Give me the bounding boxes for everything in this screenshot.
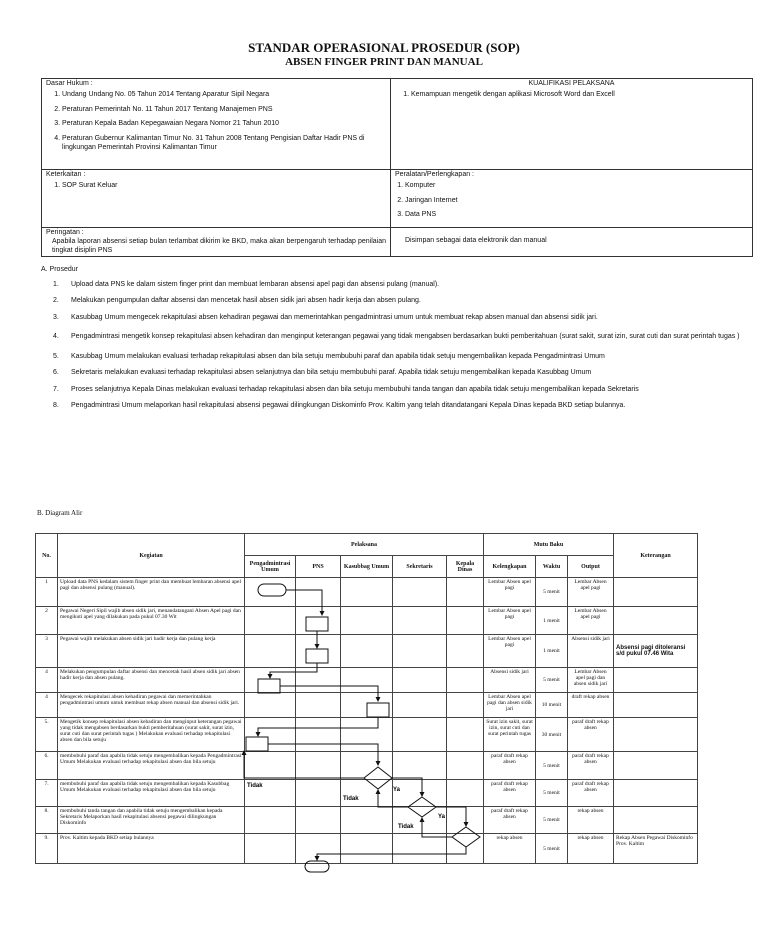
cell-pelaksana-cell	[296, 834, 341, 864]
list-item: 2. Peraturan Pemerintah No. 11 Tahun 2017 Tentang Manajemen PNS	[62, 106, 386, 115]
cell-pelaksana-cell	[245, 807, 296, 834]
cell-kegiatan: Prov. Kaltim kepada BKD setiap bulannya	[58, 834, 245, 864]
cell-keterangan	[614, 780, 698, 807]
cell-pelaksana-cell	[393, 780, 447, 807]
table-row	[36, 807, 698, 834]
cell-kelengkapan: rekap absen	[484, 834, 536, 864]
cell-kelengkapan: paraf draft rekap absen	[484, 780, 536, 807]
cell-no: 1	[36, 578, 58, 607]
header-kelengkapan: Kelengkapan	[484, 556, 536, 578]
prosedur-list	[53, 281, 753, 418]
cell-kegiatan: Pegawai wajib melakukan absen sidik jari hadir kerja dan pulang kerja	[58, 635, 245, 668]
cell-pelaksana-cell	[245, 607, 296, 635]
list-item: 5. Kasubbag Umum melakukan evaluasi terhadap rekapitulasi absen dan bila setuju membubuhi paraf dan apabila tidak setuju mengembalikan kepada Pengadmintrasi Umum	[53, 352, 605, 360]
cell-no: 2	[36, 607, 58, 635]
table-row	[36, 693, 698, 718]
dasar-hukum-label: Dasar Hukum :	[46, 80, 93, 87]
ya-label: Ya	[393, 787, 401, 793]
cell-pelaksana-cell	[296, 780, 341, 807]
dasar-hukum-cell	[42, 79, 391, 170]
cell-pelaksana-cell	[341, 718, 393, 752]
list-item: 1. SOP Surat Keluar	[62, 182, 386, 191]
cell-pelaksana-cell	[296, 718, 341, 752]
tidak-label: Tidak	[398, 824, 414, 830]
cell-output: paraf draft rekap absen	[568, 718, 614, 752]
cell-pelaksana-cell	[296, 578, 341, 607]
cell-kegiatan: membubuhi paraf dan apabila tidak setuju mengembalikan kepada Kasubbag Umum Melakukan evaluasi terhadap rekapitulasi absen dan bila setuju	[58, 780, 245, 807]
cell-pelaksana-cell	[447, 693, 484, 718]
cell-pelaksana-cell	[393, 578, 447, 607]
cell-pelaksana-cell	[341, 752, 393, 780]
cell-pelaksana-cell	[341, 578, 393, 607]
cell-waktu: 10 menit	[536, 693, 568, 718]
cell-keterangan: Absensi pagi ditoleransi s/d pukul 07.46 Wita	[614, 635, 698, 668]
ya-label: Ya	[438, 814, 446, 820]
cell-waktu: 1 menit	[536, 635, 568, 668]
header-kasubbag: Kasubbag Umum	[341, 556, 393, 578]
cell-pelaksana-cell	[393, 752, 447, 780]
cell-no: 6.	[36, 752, 58, 780]
table-row	[36, 752, 698, 780]
table-row	[36, 780, 698, 807]
cell-pelaksana-cell	[393, 635, 447, 668]
header-keterangan: Keterangan	[614, 534, 698, 578]
cell-output: rekap absen	[568, 807, 614, 834]
cell-waktu: 5 menit	[536, 834, 568, 864]
cell-pelaksana-cell	[447, 607, 484, 635]
peralatan-cell	[391, 170, 753, 228]
pencatatan-text: Disimpan sebagai data elektronik dan manual	[405, 237, 547, 244]
cell-waktu: 5 menit	[536, 752, 568, 780]
keterkaitan-cell	[42, 170, 391, 228]
cell-kelengkapan: Lembar Absen apel pagi dan absen sidik jari	[484, 693, 536, 718]
list-item: 2. Jaringan Internet	[405, 197, 748, 206]
header-kepala-dinas: Kepala Dinas	[447, 556, 484, 578]
peralatan-label: Peralatan/Perlengkapan :	[395, 171, 474, 178]
cell-output: Absensi sidik jari	[568, 635, 614, 668]
cell-waktu: 1 menit	[536, 607, 568, 635]
peringatan-cell	[42, 228, 391, 257]
cell-no: 5.	[36, 718, 58, 752]
sop-info-table	[41, 78, 753, 257]
cell-pelaksana-cell	[447, 807, 484, 834]
cell-no: 4	[36, 668, 58, 693]
table-row	[36, 635, 698, 668]
cell-no: 9.	[36, 834, 58, 864]
keterkaitan-label: Keterkaitan :	[46, 171, 86, 178]
cell-pelaksana-cell	[245, 718, 296, 752]
cell-pelaksana-cell	[393, 718, 447, 752]
cell-pelaksana-cell	[341, 807, 393, 834]
list-item: 1. Undang Undang No. 05 Tahun 2014 Tentang Aparatur Sipil Negara	[62, 91, 386, 100]
cell-no: 3	[36, 635, 58, 668]
table-row	[36, 834, 698, 864]
cell-pelaksana-cell	[245, 578, 296, 607]
cell-pelaksana-cell	[393, 807, 447, 834]
cell-pelaksana-cell	[245, 834, 296, 864]
cell-pelaksana-cell	[296, 607, 341, 635]
cell-pelaksana-cell	[447, 718, 484, 752]
cell-pelaksana-cell	[296, 693, 341, 718]
cell-pelaksana-cell	[296, 752, 341, 780]
kualifikasi-label: KUALIFIKASI PELAKSANA	[528, 80, 615, 87]
cell-keterangan	[614, 607, 698, 635]
cell-keterangan: Rekap Absen Pegawai Diskominfo Prov. Kaltim	[614, 834, 698, 864]
cell-output: Lembar Absen apel pagi dan absen sidik jari	[568, 668, 614, 693]
header-pns: PNS	[296, 556, 341, 578]
cell-keterangan	[614, 752, 698, 780]
cell-pelaksana-cell	[341, 780, 393, 807]
cell-pelaksana-cell	[245, 693, 296, 718]
cell-output: paraf draft rekap absen	[568, 752, 614, 780]
diagram-heading: B. Diagram Alir	[37, 509, 83, 517]
cell-kegiatan: membubuhi tanda tangan dan apabila tidak setuju mengembalikan kepada Sekretaris Melaporkan hasil rekapitulasi absensi pegawai dilingkungan Diskominfo	[58, 807, 245, 834]
tidak-label: Tidak	[247, 783, 263, 789]
cell-pelaksana-cell	[245, 752, 296, 780]
cell-output: draft rekap absen	[568, 693, 614, 718]
cell-pelaksana-cell	[296, 635, 341, 668]
cell-kegiatan: Pegawai Negeri Sipil wajib absen sidik jari, menandatangani Absen Apel pagi dan mengikuti apel yang dilakukan pada pukul 07.30 Wit	[58, 607, 245, 635]
cell-kelengkapan: Lembar Absen apel pagi	[484, 607, 536, 635]
header-sekretaris: Sekretaris	[393, 556, 447, 578]
cell-keterangan	[614, 693, 698, 718]
cell-keterangan	[614, 668, 698, 693]
table-row	[36, 668, 698, 693]
header-mutu: Mutu Baku	[484, 534, 614, 556]
cell-pelaksana-cell	[245, 780, 296, 807]
cell-waktu: 5 menit	[536, 578, 568, 607]
cell-pelaksana-cell	[393, 834, 447, 864]
peralatan-list	[395, 182, 748, 220]
list-item: 8. Pengadmintrasi Umum melaporkan hasil rekapitulasi absensi pegawai dilingkungan Diskominfo Prov. Kaltim yang telah ditandatangani Kepala Dinas kepada BKD setiap bulannya.	[53, 402, 626, 410]
table-row	[36, 578, 698, 607]
header-no: No.	[36, 534, 58, 578]
cell-waktu: 5 menit	[536, 668, 568, 693]
cell-kegiatan: Mengecek rekapitulasi absen kehadiran pegawai dan memerintahkan pengadmintrasi umum untuk membuat rekap absen manual dan absensi sidik jari.	[58, 693, 245, 718]
cell-no: 4	[36, 693, 58, 718]
table-row	[36, 718, 698, 752]
list-item: 6. Sekretaris melakukan evaluasi terhadap rekapitulasi absen selanjutnya dan bila setuju membubuhi paraf. Apabila tidak setuju mengembalikan kepada Kasubbag Umum	[53, 369, 592, 377]
flow-diagram-table	[35, 533, 698, 864]
cell-keterangan	[614, 718, 698, 752]
table-row	[36, 607, 698, 635]
header-output: Output	[568, 556, 614, 578]
dasar-hukum-list	[46, 91, 386, 153]
header-waktu: Waktu	[536, 556, 568, 578]
cell-pelaksana-cell	[393, 668, 447, 693]
cell-pelaksana-cell	[447, 635, 484, 668]
cell-kelengkapan: paraf draft rekap absen	[484, 807, 536, 834]
keterkaitan-list	[46, 182, 386, 191]
cell-pelaksana-cell	[296, 668, 341, 693]
cell-waktu: 30 menit	[536, 718, 568, 752]
cell-kelengkapan: Lembar Absen apel pagi	[484, 578, 536, 607]
cell-waktu: 5 menit	[536, 780, 568, 807]
cell-pelaksana-cell	[341, 834, 393, 864]
cell-kelengkapan: Lembar Absen apel pagi	[484, 635, 536, 668]
cell-pelaksana-cell	[393, 607, 447, 635]
list-item: 1. Komputer	[405, 182, 748, 191]
cell-kegiatan: Melakukan pengumpulan daftar absensi dan mencetak hasil absen sidik jari absen hadir kerja dan absen pulang.	[58, 668, 245, 693]
cell-output: Lembar Absen apel pagi	[568, 607, 614, 635]
cell-output: Lembar Absen apel pagi	[568, 578, 614, 607]
peringatan-label: Peringatan :	[46, 229, 84, 236]
list-item: 1. Upload data PNS ke dalam sistem finger print dan membuat lembaran absensi apel pagi dan absensi pulang (manual).	[53, 281, 440, 288]
cell-pelaksana-cell	[245, 635, 296, 668]
list-item: 3. Peraturan Kepala Badan Kepegawaian Negara Nomor 21 Tahun 2010	[62, 120, 386, 129]
cell-output: rekap absen	[568, 834, 614, 864]
cell-keterangan	[614, 578, 698, 607]
cell-pelaksana-cell	[341, 607, 393, 635]
list-item: 4. Peraturan Gubernur Kalimantan Timur No. 31 Tahun 2008 Tentang Pengisian Daftar Hadir PNS di lingkungan Pemerintah Provinsi Kalimantan Timur	[62, 135, 386, 153]
cell-pelaksana-cell	[447, 780, 484, 807]
cell-pelaksana-cell	[341, 668, 393, 693]
cell-pelaksana-cell	[447, 578, 484, 607]
cell-output: paraf draft rekap absen	[568, 780, 614, 807]
cell-pelaksana-cell	[447, 834, 484, 864]
header-pelaksana: Pelaksana	[245, 534, 484, 556]
cell-no: 8.	[36, 807, 58, 834]
header-kegiatan: Kegiatan	[58, 534, 245, 578]
prosedur-heading: A. Prosedur	[41, 266, 78, 273]
cell-kegiatan: Mengetik konsep rekapitulasi absen kehadiran dan menginput keterangan pegawai yang tidak mengabsen berdasarkan bukti pemberitahuan (surat sakit, surat izin, surat cuti dan surat perintah tugas ) Melakukan evaluasi terhadap rekapitulasi absen dan bila setuju	[58, 718, 245, 752]
list-item: 3. Data PNS	[405, 211, 748, 220]
cell-kelengkapan: Absensi sidik jari	[484, 668, 536, 693]
kualifikasi-cell	[391, 79, 753, 170]
page-subtitle: ABSEN FINGER PRINT DAN MANUAL	[285, 56, 483, 68]
cell-pelaksana-cell	[341, 693, 393, 718]
cell-pelaksana-cell	[296, 807, 341, 834]
cell-pelaksana-cell	[341, 635, 393, 668]
cell-kegiatan: Upload data PNS kedalam sistem finger print dan membuat lembaran absensi apel pagi dan absensi pulang (manual).	[58, 578, 245, 607]
list-item: 2. Melakukan pengumpulan daftar absensi dan mencetak hasil absen sidik jari absen hadir kerja dan absen pulang.	[53, 297, 421, 305]
tidak-label: Tidak	[343, 796, 359, 802]
page-title: STANDAR OPERASIONAL PROSEDUR (SOP)	[248, 40, 520, 55]
peringatan-text: Apabila laporan absensi setiap bulan terlambat dikirim ke BKD, maka akan berpengaruh terhadap penilaian tingkat disiplin PNS	[52, 237, 386, 254]
cell-pelaksana-cell	[447, 668, 484, 693]
header-pengadmintrasi: Pengadmintrasi Umum	[245, 556, 296, 578]
kualifikasi-list	[395, 91, 748, 100]
cell-pelaksana-cell	[447, 752, 484, 780]
cell-pelaksana-cell	[245, 668, 296, 693]
cell-kelengkapan: Surat izin sakit, surat izin, surat cuti dan surat perintah tugas	[484, 718, 536, 752]
list-item: 4. Pengadmintrasi mengetik konsep rekapitulasi absen kehadiran dan menginput keterangan pegawai yang tidak mengabsen berdasarkan bukti pemberitahuan (surat sakit, surat izin, surat cuti dan surat perintah tugas )	[53, 333, 740, 341]
pencatatan-cell	[391, 228, 753, 257]
cell-kegiatan: membubuhi paraf dan apabila tidak setuju mengembalikan kepada Pengadmintrasi Umum Melakukan evaluasi terhadap rekapitulasi absen dan bila setuju	[58, 752, 245, 780]
cell-no: 7.	[36, 780, 58, 807]
list-item: 7. Proses selanjutnya Kepala Dinas melakukan evaluasi terhadap rekapitulasi absen dan bila setuju membubuhi tanda tangan dan apabila tidak setuju mengembalikan kepada Sekretaris	[53, 385, 639, 393]
cell-waktu: 5 menit	[536, 807, 568, 834]
list-item: 3. Kasubbag Umum mengecek rekapitulasi absen kehadiran pegawai dan memerintahkan pengadmintrasi umum untuk membuat rekap absen manual dan absensi sidik jari.	[53, 313, 598, 321]
cell-pelaksana-cell	[393, 693, 447, 718]
cell-keterangan	[614, 807, 698, 834]
cell-kelengkapan: paraf draft rekap absen	[484, 752, 536, 780]
list-item: 1. Kemampuan mengetik dengan aplikasi Microsoft Word dan Excell	[411, 91, 748, 100]
